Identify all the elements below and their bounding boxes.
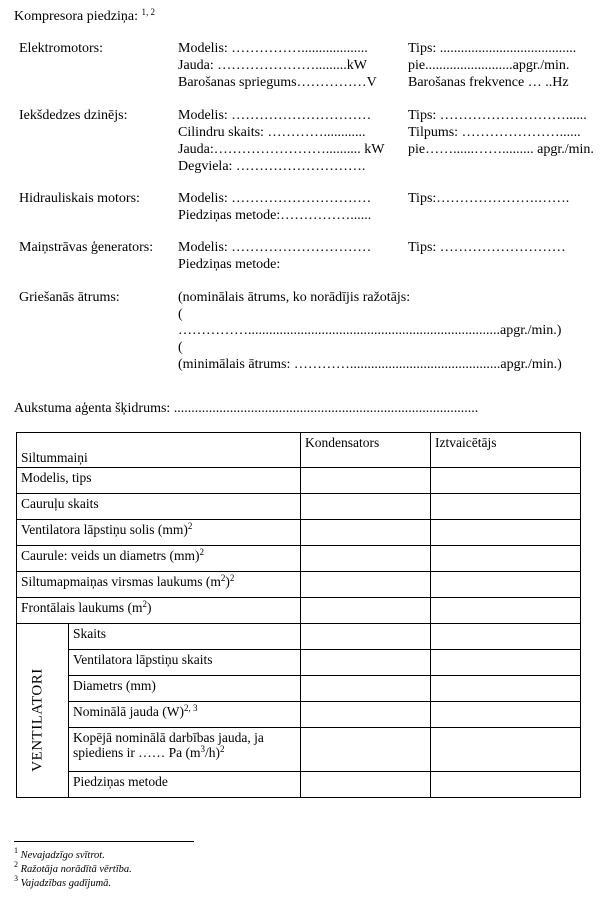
griesanas-line3: ……………........................................................................apgr./min.): [178, 323, 562, 338]
cell-kondensators: [301, 598, 431, 624]
dzinejs-cilindri: Cilindru skaits: …………............: [178, 125, 366, 140]
row-label: Siltumapmaiņas virsmas laukums $(m^2)^2$: [17, 572, 301, 598]
elektromotors-spriegums: Barošanas spriegums……………V: [178, 75, 377, 90]
table-row: [17, 494, 581, 520]
dzinejs-jauda: Jauda:…………………….......... kW: [178, 142, 385, 157]
row-label: Piedziņas metode: [69, 772, 301, 798]
row-label: Caurule: veids un diametrs (mm)$^2$: [17, 546, 301, 572]
cell-kondensators: [301, 676, 431, 702]
generators-tips: Tips: ………………………: [408, 240, 566, 255]
griesanas-label: Griešanās ātrums:: [19, 290, 120, 305]
title-footnote-ref: 1, 2: [141, 7, 156, 17]
generators-metode: Piedziņas metode:: [178, 257, 281, 272]
cell-iztvaicetajs: [431, 598, 581, 624]
table-row: [17, 650, 581, 676]
dzinejs-degviela: Degviela: ……………………….: [178, 159, 366, 174]
row-label: Modelis, tips: [17, 468, 301, 494]
cell-kondensators: [301, 702, 431, 728]
row-label: Skaits: [69, 624, 301, 650]
generators-modelis: Modelis: …………………………: [178, 240, 372, 255]
table-header-kondensators: Kondensators: [301, 433, 431, 468]
dzinejs-tilpums: Tilpums: …………………......: [408, 125, 581, 140]
table-header-iztvaicetajs: Iztvaicētājs: [431, 433, 581, 468]
table-row: [17, 520, 581, 546]
cell-iztvaicetajs: [431, 650, 581, 676]
cell-iztvaicetajs: [431, 546, 581, 572]
dzinejs-pie: pie……......……......... apgr./min.: [408, 142, 594, 157]
cell-kondensators: [301, 650, 431, 676]
row-label: Diametrs (mm): [69, 676, 301, 702]
elektromotors-frekvence: Barošanas frekvence … ..Hz: [408, 75, 569, 90]
row-label: Cauruļu skaits: [17, 494, 301, 520]
table-row: [17, 702, 581, 728]
generators-label: Maiņstrāvas ģenerators:: [19, 240, 154, 255]
table-row: [17, 676, 581, 702]
table-header-label: Siltummaiņi: [17, 433, 301, 468]
table-row: [17, 772, 581, 798]
cell-iztvaicetajs: [431, 772, 581, 798]
row-label: Kopējā nominālā darbības jauda, ja spiediens ir …… Pa $(m^3/h)^2$: [69, 728, 301, 772]
footnote-2: $^2$ Ražotāja norādītā vērtība.: [14, 860, 132, 875]
cell-iztvaicetajs: [431, 624, 581, 650]
hidrauliskais-modelis: Modelis: …………………………: [178, 191, 372, 206]
cell-iztvaicetajs: [431, 520, 581, 546]
cell-kondensators: [301, 546, 431, 572]
cell-kondensators: [301, 624, 431, 650]
griesanas-line2: (: [178, 307, 183, 322]
cell-iztvaicetajs: [431, 728, 581, 772]
cell-kondensators: [301, 494, 431, 520]
footnote-1: $^1$ Nevajadzīgo svītrot.: [14, 846, 105, 861]
dzinejs-label: Iekšdedzes dzinējs:: [19, 108, 128, 123]
cell-iztvaicetajs: [431, 702, 581, 728]
cell-iztvaicetajs: [431, 494, 581, 520]
cell-iztvaicetajs: [431, 468, 581, 494]
cell-kondensators: [301, 520, 431, 546]
row-label: Ventilatora lāpstiņu solis (mm)$^2$: [17, 520, 301, 546]
griesanas-line5: (minimālais ātrums: …………...........................................apgr./min.): [178, 357, 562, 372]
cell-kondensators: [301, 728, 431, 772]
elektromotors-modelis: Modelis: ……………...................: [178, 41, 368, 56]
griesanas-line4: (: [178, 340, 183, 355]
row-label: Ventilatora lāpstiņu skaits: [69, 650, 301, 676]
row-label: Nominālā jauda $(W)^{2, 3}$: [69, 702, 301, 728]
table-row: [17, 598, 581, 624]
griesanas-line1: (nominālais ātrums, ko norādījis ražotājs:: [178, 290, 411, 305]
cell-kondensators: [301, 468, 431, 494]
elektromotors-tips: Tips: .......................................: [408, 41, 577, 56]
cell-iztvaicetajs: [431, 572, 581, 598]
siltummaini-table: [16, 432, 581, 798]
cell-iztvaicetajs: [431, 676, 581, 702]
cell-kondensators: [301, 572, 431, 598]
ventilatori-vertical-label: VENTILATORI: [29, 668, 46, 772]
table-row: [17, 624, 581, 650]
dzinejs-tips: Tips: ………………………......: [408, 108, 587, 123]
row-label: Frontālais laukums $(m^2)$: [17, 598, 301, 624]
elektromotors-pie: pie.........................apgr./min.: [408, 58, 570, 73]
elektromotors-label: Elektromotors:: [19, 41, 103, 56]
table-row: [17, 572, 581, 598]
footnote-divider: [14, 841, 194, 842]
table-row: [17, 546, 581, 572]
hidrauliskais-tips: Tips:………………….…….: [408, 191, 570, 206]
hidrauliskais-metode: Piedziņas metode:……………......: [178, 208, 372, 223]
skidrums-line: Aukstuma aģenta šķidrums: .......................................................................................: [14, 401, 479, 416]
cell-kondensators: [301, 772, 431, 798]
table-row: [17, 468, 581, 494]
footnote-3: $^3$ Vajadzības gadījumā.: [14, 874, 112, 889]
hidrauliskais-label: Hidrauliskais motors:: [19, 191, 140, 206]
page-title: Kompresora piedziņa: $^{1, 2}$: [14, 7, 156, 24]
elektromotors-jauda: Jauda: ………………….........kW: [178, 58, 367, 73]
table-row: [17, 728, 581, 772]
dzinejs-modelis: Modelis: …………………………: [178, 108, 372, 123]
